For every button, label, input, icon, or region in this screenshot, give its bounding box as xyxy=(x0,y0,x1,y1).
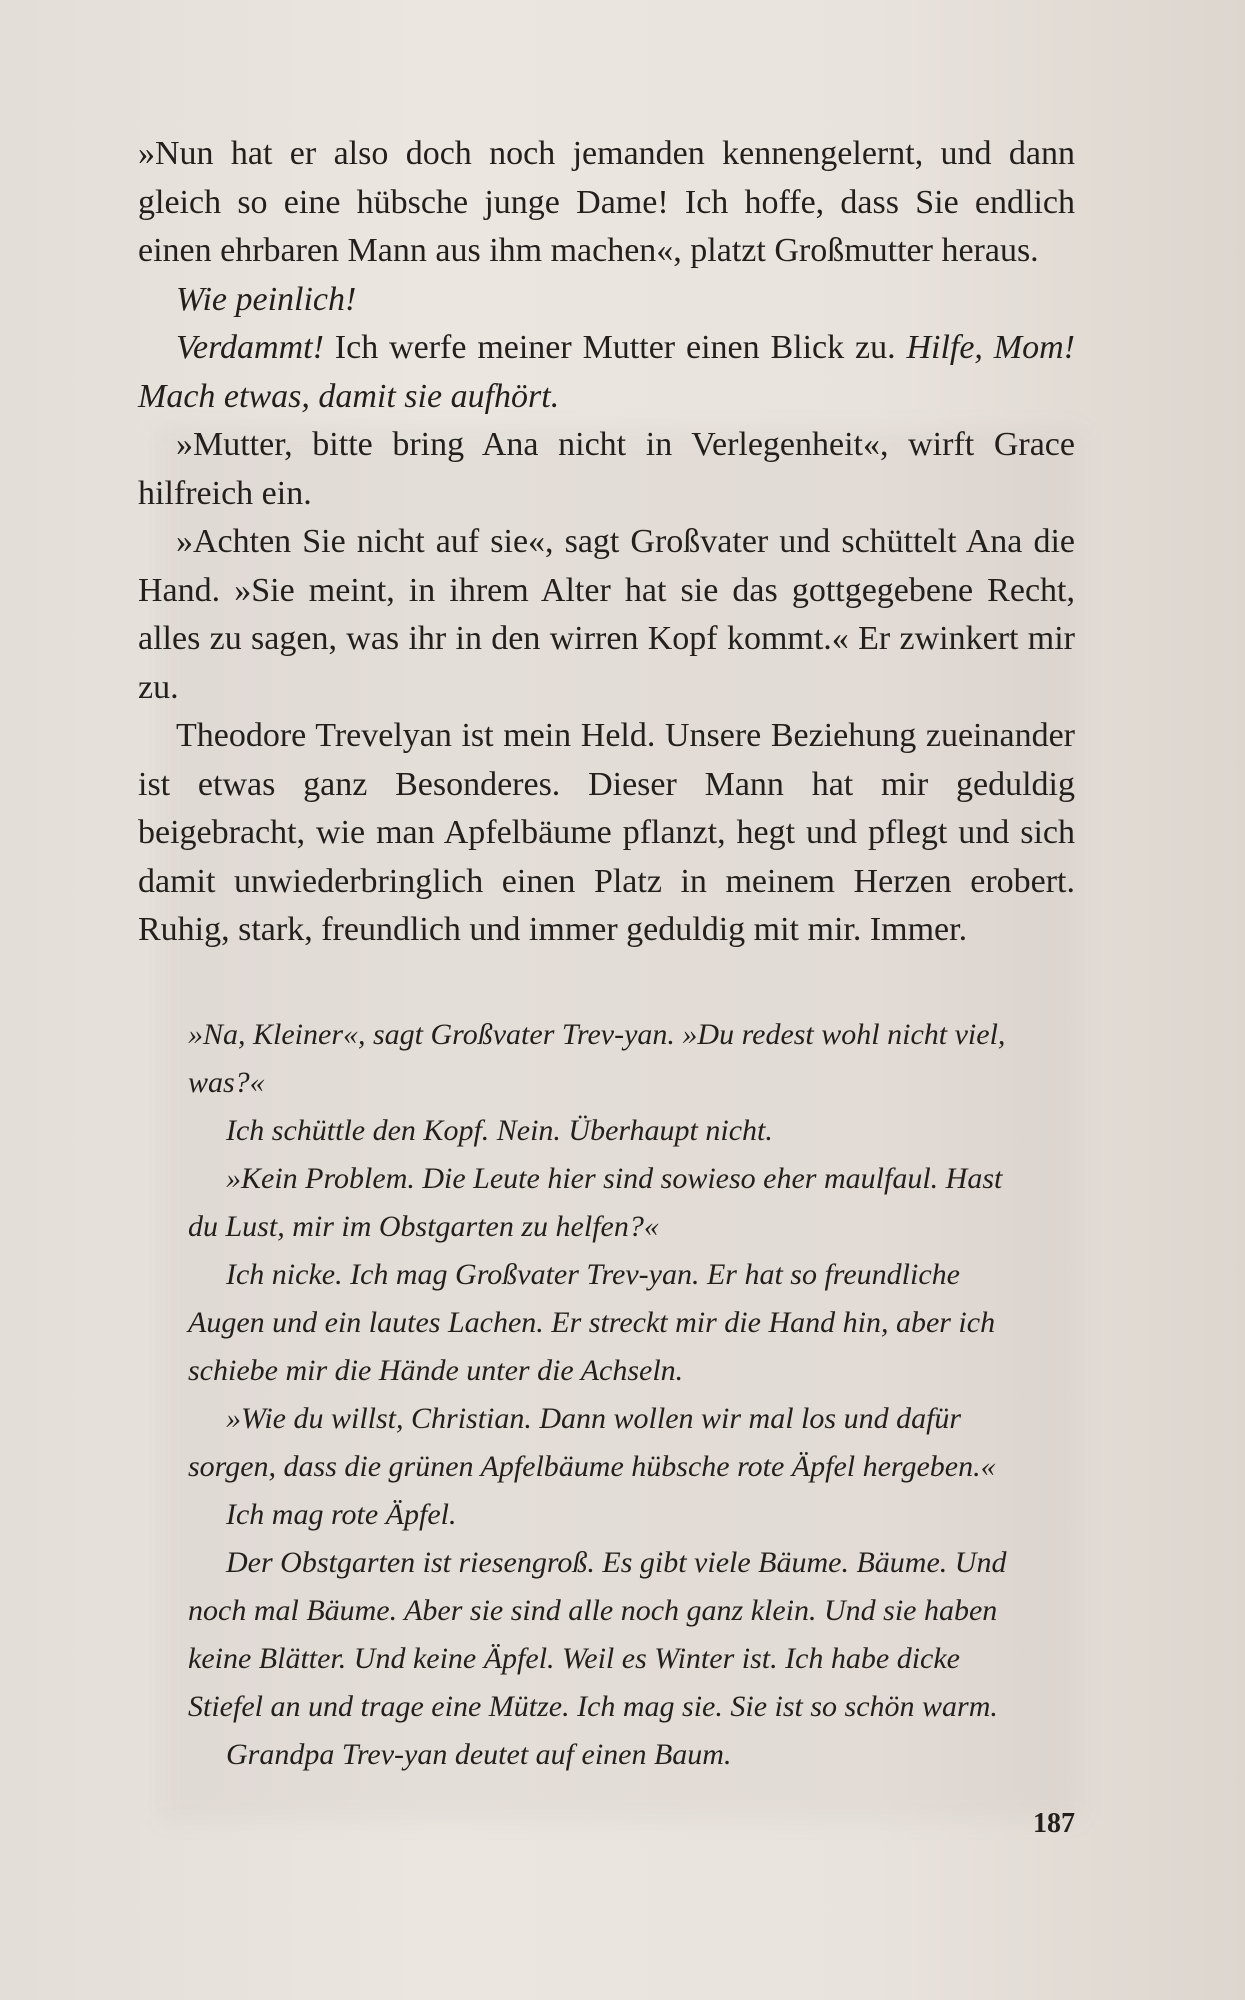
flashback-paragraph-4: Ich nicke. Ich mag Großvater Trev-yan. Er hat so freundliche Augen und ein lautes Lachen. Er streckt mir die Hand hin, aber ich schiebe mir die Hände unter die Achseln. xyxy=(188,1257,996,1387)
flashback-paragraph-6: Ich mag rote Äpfel. xyxy=(226,1497,457,1531)
paragraph-3 xyxy=(138,324,1075,421)
paragraph-2 xyxy=(138,276,1075,325)
flashback-paragraph-1: »Na, Kleiner«, sagt Großvater Trev-yan. »Du redest wohl nicht viel, was?« xyxy=(188,1017,1006,1099)
flashback-paragraph-7: Der Obstgarten ist riesengroß. Es gibt viele Bäume. Bäume. Und noch mal Bäume. Aber sie sind alle noch ganz klein. Und sie haben keine Blätter. Und keine Äpfel. Weil es Winter ist. Ich habe dicke Stiefel an und trage eine Mütze. Ich mag sie. Sie ist so schön warm. xyxy=(188,1545,1007,1723)
paragraph-4: »Mutter, bitte bring Ana nicht in Verlegenheit«, wirft Grace hilfreich ein. xyxy=(138,426,1075,512)
flashback-paragraph-8: Grandpa Trev-yan deutet auf einen Baum. xyxy=(226,1737,732,1771)
main-text-block xyxy=(138,130,1075,1779)
flashback-block xyxy=(188,1011,1038,1779)
paragraph-3-seg-3: Hilfe, Mom! Mach etwas, damit sie aufhört. xyxy=(138,329,1075,415)
flashback-paragraph-3: »Kein Problem. Die Leute hier sind sowieso eher maulfaul. Hast du Lust, mir im Obstgarten zu helfen?« xyxy=(188,1161,1003,1243)
paragraph-3-seg-2: Ich werfe meiner Mutter einen Blick zu. xyxy=(323,329,907,366)
paragraph-5: »Achten Sie nicht auf sie«, sagt Großvater und schüttelt Ana die Hand. »Sie meint, in ihrem Alter hat sie das gottgegebene Recht, alles zu sagen, was ihr in den wirren Kopf kommt.« Er zwinkert mir zu. xyxy=(138,523,1075,706)
paragraph-1: »Nun hat er also doch noch jemanden kennengelernt, und dann gleich so eine hübsche junge Dame! Ich hoffe, dass Sie endlich einen ehrbaren Mann aus ihm machen«, platzt Großmutter heraus. xyxy=(138,135,1075,269)
paragraph-6: Theodore Trevelyan ist mein Held. Unsere Beziehung zueinander ist etwas ganz Besonderes. Dieser Mann hat mir geduldig beigebracht, wie man Apfelbäume pflanzt, hegt und pflegt und sich damit unwiederbringlich einen Platz in meinem Herzen erobert. Ruhig, stark, freundlich und immer geduldig mit mir. Immer. xyxy=(138,717,1075,948)
section-gap xyxy=(138,955,1075,1011)
flashback-paragraph-5: »Wie du willst, Christian. Dann wollen wir mal los und dafür sorgen, dass die grünen Apfelbäume hübsche rote Äpfel hergeben.« xyxy=(188,1401,996,1483)
paragraph-3-seg-1: Verdammt! xyxy=(176,329,324,366)
paragraph-2-italic: Wie peinlich! xyxy=(176,280,357,318)
flashback-paragraph-2: Ich schüttle den Kopf. Nein. Überhaupt nicht. xyxy=(226,1113,773,1147)
page-number: 187 xyxy=(1033,1808,1075,1839)
